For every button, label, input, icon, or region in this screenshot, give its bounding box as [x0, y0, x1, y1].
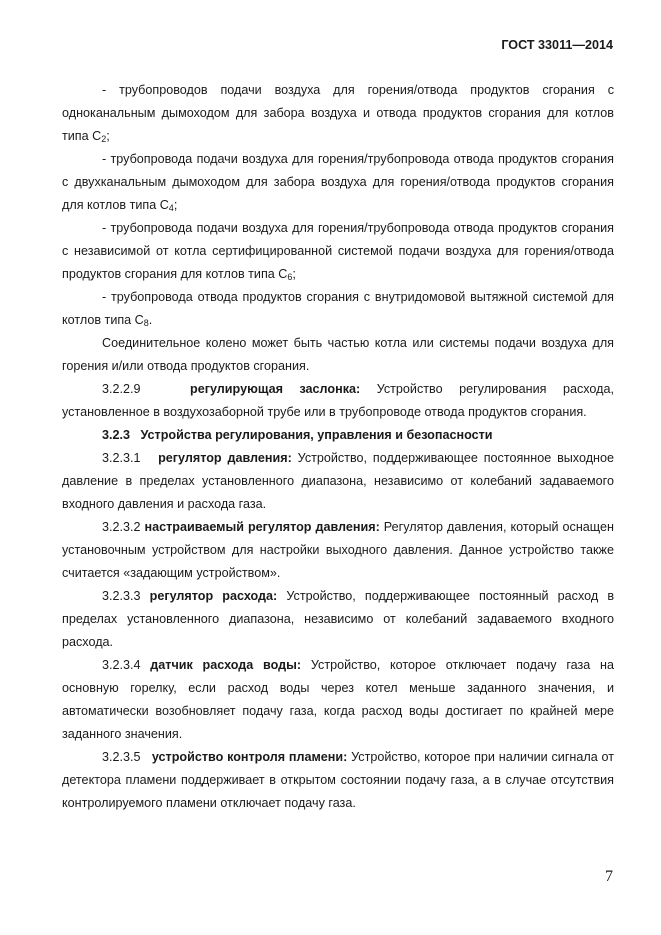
- definition-3-2-3-1: 3.2.3.1 регулятор давления: Устройство, поддерживающее постоянное выходное давление в пределах установленного диапазона, независимо от колебаний задаваемого входного давления и расхода газа.: [62, 451, 615, 511]
- list-item: - трубопровода подачи воздуха для горения/трубопровода отвода продуктов сгорания с двухканальным дымоходом для забора воздуха для горения/отвода продуктов сгорания для котлов типа $С_4$;: [62, 152, 614, 213]
- page-header: ГОСТ 33011—2014: [501, 38, 613, 52]
- definition-3-2-3-3: 3.2.3.3 регулятор расхода: Устройство, поддерживающее постоянный расход в пределах установленного диапазона, независимо от колебаний задаваемого входного расхода.: [62, 589, 615, 649]
- definition-3-2-3-5: 3.2.3.5 устройство контроля пламени: Устройство, которое при наличии сигнала от детектора пламени поддерживает в открытом состоянии подачу газа, а в случае отсутствия контролируемого пламени отключает подачу газа.: [62, 750, 615, 810]
- note-paragraph: Соединительное колено может быть частью котла или системы подачи воздуха для горения и/или отвода продуктов сгорания.: [62, 336, 614, 373]
- section-heading-3-2-3: 3.2.3 Устройства регулирования, управления и безопасности: [102, 428, 493, 442]
- page-number: 7: [605, 868, 613, 885]
- page-content: [62, 79, 614, 815]
- definition-3-2-2-9: 3.2.2.9 регулирующая заслонка: Устройство регулирования расхода, установленное в воздухозаборной трубе или в трубопроводе отвода продуктов сгорания.: [62, 382, 614, 419]
- list-item: - трубопровода подачи воздуха для горения/трубопровода отвода продуктов сгорания с независимой от котла сертифицированной системой подачи воздуха для горения/отвода продуктов сгорания для котлов типа $С_6$;: [62, 221, 614, 282]
- list-item: - трубопроводов подачи воздуха для горения/отвода продуктов сгорания с одноканальным дымоходом для забора воздуха и отвода продуктов сгорания для котлов типа $С_2$;: [62, 83, 614, 144]
- list-item: - трубопровода отвода продуктов сгорания с внутридомовой вытяжной системой для котлов типа $С_8$.: [62, 290, 614, 328]
- definition-3-2-3-2: 3.2.3.2 настраиваемый регулятор давления: Регулятор давления, который оснащен установочным устройством для настройки выходного давления. Данное устройство также считается «задающим устройством».: [62, 520, 614, 580]
- definition-3-2-3-4: 3.2.3.4 датчик расхода воды: Устройство, которое отключает подачу газа на основную горелку, если расход воды через котел меньше заданного значения, и автоматически возобновляет подачу газа, когда расход воды достигает по крайней мере заданного значения.: [62, 658, 615, 741]
